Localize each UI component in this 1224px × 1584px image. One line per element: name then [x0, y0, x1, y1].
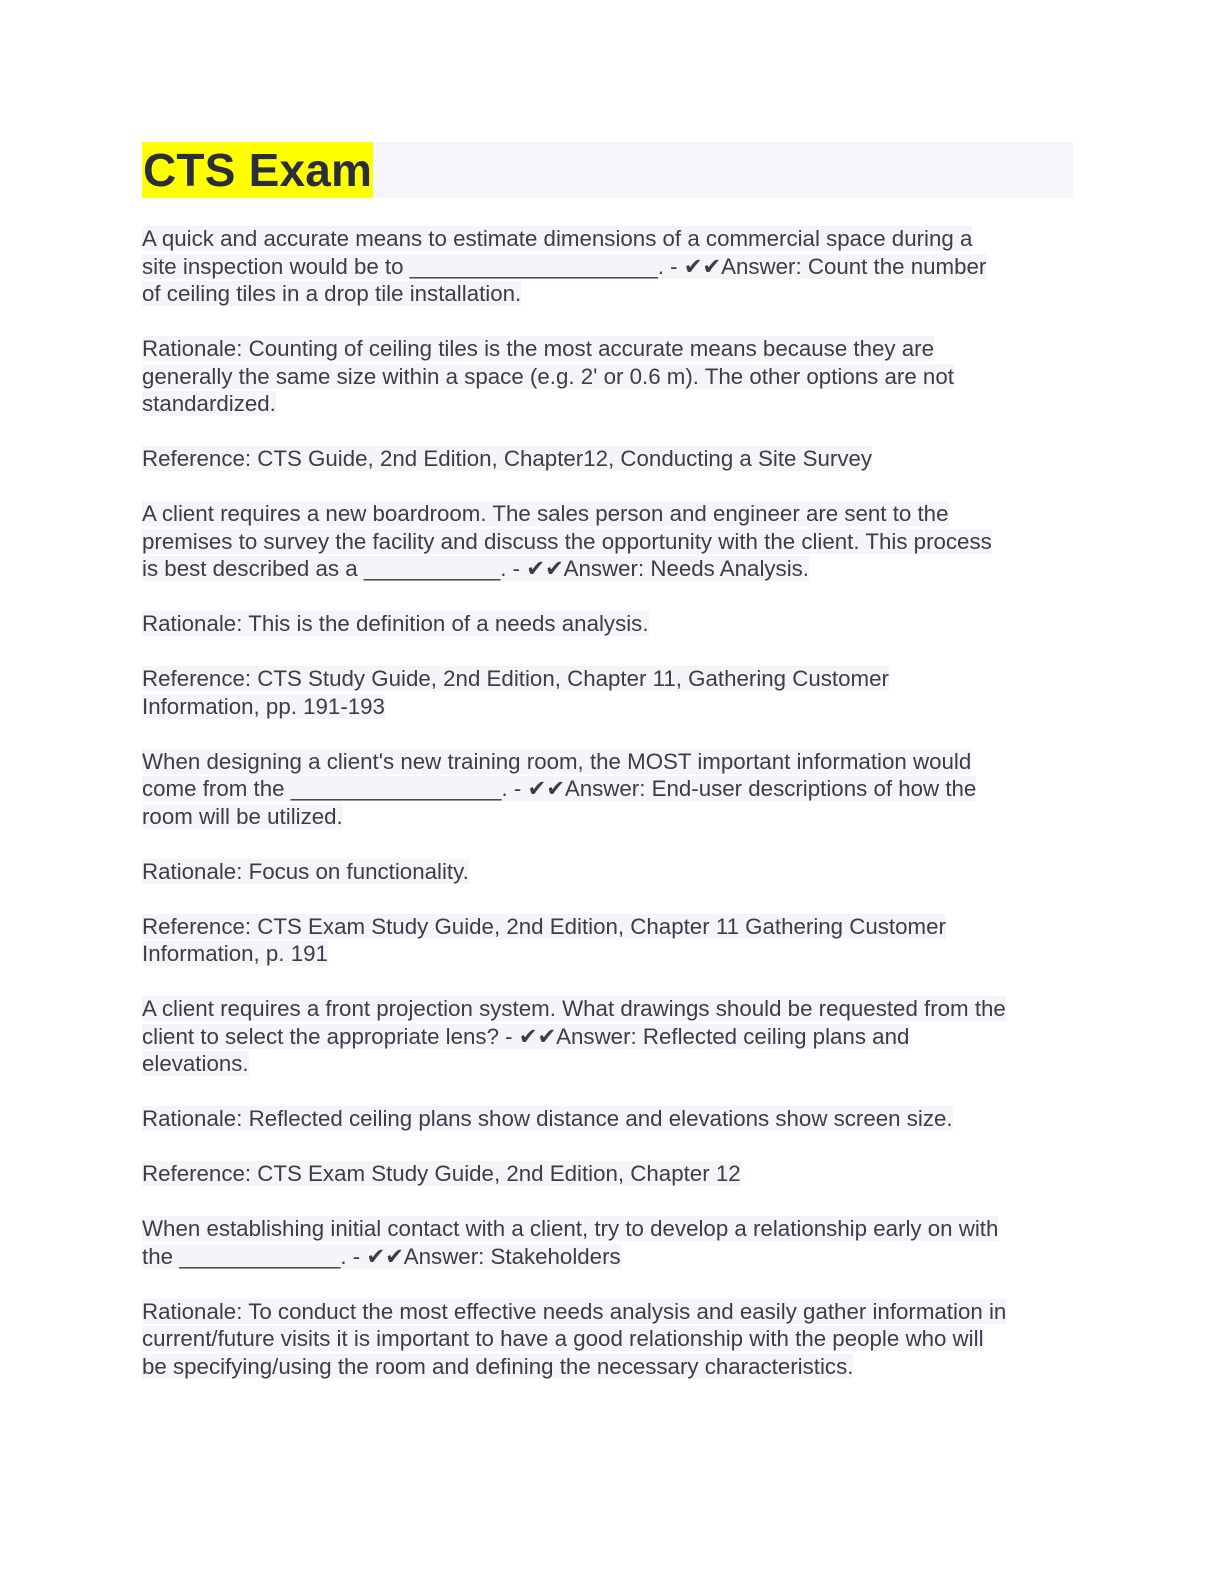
text-line: elevations. — [142, 1051, 249, 1076]
text-line: standardized. — [142, 391, 276, 416]
text-line: Information, p. 191 — [142, 941, 328, 966]
text-line: A client requires a new boardroom. The sales person and engineer are sent to the — [142, 501, 949, 526]
text-line: Reference: CTS Study Guide, 2nd Edition, Chapter 11, Gathering Customer — [142, 666, 889, 691]
text-line: come from the _________________. - ✔✔Answer: End-user descriptions of how the — [142, 776, 977, 801]
text-line: Rationale: Reflected ceiling plans show distance and elevations show screen size. — [142, 1106, 953, 1131]
text-line: Rationale: This is the definition of a needs analysis. — [142, 611, 649, 636]
text-line: client to select the appropriate lens? - ✔✔Answer: Reflected ceiling plans and — [142, 1023, 910, 1049]
question-answer-paragraph — [142, 500, 1074, 583]
text-line: premises to survey the facility and discuss the opportunity with the client. This process — [142, 528, 992, 554]
document-page — [142, 142, 1074, 1408]
text-line: room will be utilized. — [142, 803, 343, 829]
rationale-paragraph — [142, 610, 1074, 638]
text-line: When establishing initial contact with a client, try to develop a relationship early on with — [142, 1216, 999, 1241]
text-line: Information, pp. 191-193 — [142, 693, 385, 719]
rationale-paragraph — [142, 1298, 1074, 1381]
text-line: Rationale: To conduct the most effective needs analysis and easily gather information in — [142, 1298, 1007, 1324]
text-line: A client requires a front projection system. What drawings should be requested from the — [142, 996, 1006, 1021]
text-line: of ceiling tiles in a drop tile installation. — [142, 281, 522, 306]
text-line: Reference: CTS Exam Study Guide, 2nd Edition, Chapter 12 — [142, 1161, 741, 1186]
text-line: A quick and accurate means to estimate dimensions of a commercial space during a — [142, 226, 973, 251]
reference-paragraph — [142, 445, 1074, 473]
question-answer-paragraph — [142, 748, 1074, 831]
text-line: Reference: CTS Exam Study Guide, 2nd Edition, Chapter 11 Gathering Customer — [142, 913, 946, 939]
rationale-paragraph — [142, 858, 1074, 886]
rationale-paragraph — [142, 335, 1074, 418]
text-line: When designing a client's new training room, the MOST important information would — [142, 748, 972, 774]
title-bar — [142, 142, 1073, 198]
text-line: Rationale: Counting of ceiling tiles is the most accurate means because they are — [142, 336, 934, 361]
reference-paragraph — [142, 913, 1074, 968]
rationale-paragraph — [142, 1105, 1074, 1133]
text-line: is best described as a ___________. - ✔✔Answer: Needs Analysis. — [142, 556, 810, 581]
text-line: the _____________. - ✔✔Answer: Stakeholders — [142, 1243, 621, 1269]
text-line: current/future visits it is important to have a good relationship with the people who will — [142, 1326, 984, 1351]
question-answer-paragraph — [142, 225, 1074, 308]
question-answer-paragraph — [142, 1215, 1074, 1270]
text-line: site inspection would be to ____________________. - ✔✔Answer: Count the number — [142, 253, 987, 279]
document-body — [142, 225, 1074, 1380]
text-line: be specifying/using the room and defining the necessary characteristics. — [142, 1353, 854, 1379]
page-title: CTS Exam — [143, 144, 373, 196]
reference-paragraph — [142, 665, 1074, 720]
question-answer-paragraph — [142, 995, 1074, 1078]
reference-paragraph — [142, 1160, 1074, 1188]
text-line: generally the same size within a space (e.g. 2' or 0.6 m). The other options are not — [142, 363, 954, 389]
text-line: Rationale: Focus on functionality. — [142, 858, 469, 884]
text-line: Reference: CTS Guide, 2nd Edition, Chapter12, Conducting a Site Survey — [142, 446, 873, 471]
